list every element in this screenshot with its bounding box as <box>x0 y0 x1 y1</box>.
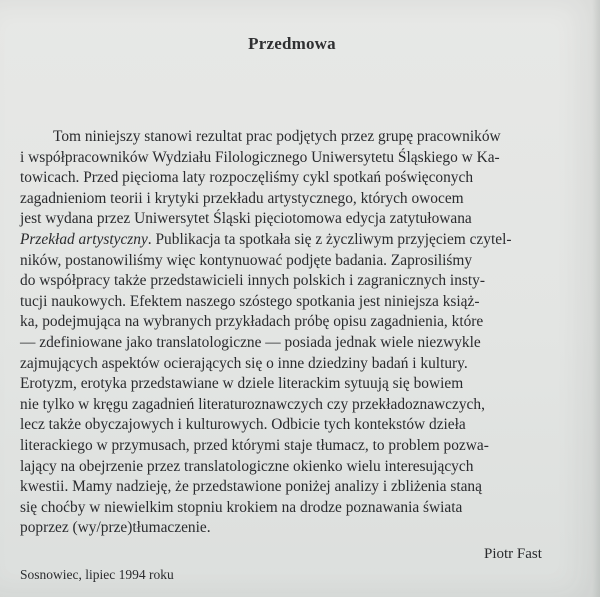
text-line-13: Erotyzm, erotyka przedstawiane w dziele literackim sytuują się bowiem <box>20 375 464 393</box>
text-line-8: do współpracy także przedstawicieli innych polskich i zagranicznych insty- <box>20 272 485 290</box>
text-line-6-rest: . Publikacja ta spotkała się z życzliwym przyjęciem czytel- <box>147 230 512 248</box>
text-line-14: nie tylko w kręgu zagadnień literaturoznawczych czy przekładoznawczych, <box>20 395 485 413</box>
page-title: Przedmowa <box>248 34 336 53</box>
text-line-9: tucji naukowych. Efektem naszego szóstego spotkania jest niniejsza książ- <box>20 292 480 310</box>
text-line-11: — zdefiniowane jako translatologiczne — posiada jednak wiele niezwykle <box>20 333 481 351</box>
text-line-12: zajmujących aspektów ocierających się o inne dziedziny badań i kultury. <box>20 354 468 372</box>
text-line-1: Tom niniejszy stanowi rezultat prac podjętych przez grupę pracowników <box>53 128 501 145</box>
text-line-2: i współpracowników Wydziału Filologicznego Uniwersytetu Śląskiego w Ka- <box>20 148 500 166</box>
text-line-17: lający na obejrzenie przez translatologiczne okienko wielu interesujących <box>20 457 474 475</box>
text-line-10: ka, podejmująca na wybranych przykładach próbę opisu zagadnienia, które <box>20 313 484 331</box>
book-title-italic: Przekład artystyczny <box>20 230 148 248</box>
text-line-18: kwestii. Mamy nadzieję, że przedstawione poniżej analizy i zbliżenia staną <box>20 478 482 496</box>
text-line-4: zagadnieniom teorii i krytyki przekładu artystycznego, których owocem <box>20 189 464 207</box>
text-line-20: poprzez (wy/prze)tłumaczenie. <box>20 519 211 537</box>
author-signature: Piotr Fast <box>484 546 542 562</box>
text-line-7: ników, postanowiliśmy więc kontynuować podjęte badania. Zaprosiliśmy <box>20 251 473 269</box>
preface-body <box>20 127 580 539</box>
text-line-15: lecz także obyczajowych i kulturowych. Odbicie tych kontekstów dzieła <box>20 416 466 434</box>
text-line-5: jest wydana przez Uniwersytet Śląski pięciotomowa edycja zatytułowana <box>20 210 472 228</box>
text-line-16: literackiego w przymusach, przed którymi staje tłumacz, to problem pozwa- <box>20 436 489 454</box>
text-line-19: się choćby w niewielkim stopniu krokiem na drodze poznawania świata <box>20 498 463 516</box>
text-line-3: towicach. Przed pięcioma laty rozpoczęliśmy cykl spotkań poświęconych <box>20 169 474 187</box>
text-line-6 <box>20 230 580 251</box>
place-date-line: Sosnowiec, lipiec 1994 roku <box>20 567 174 582</box>
